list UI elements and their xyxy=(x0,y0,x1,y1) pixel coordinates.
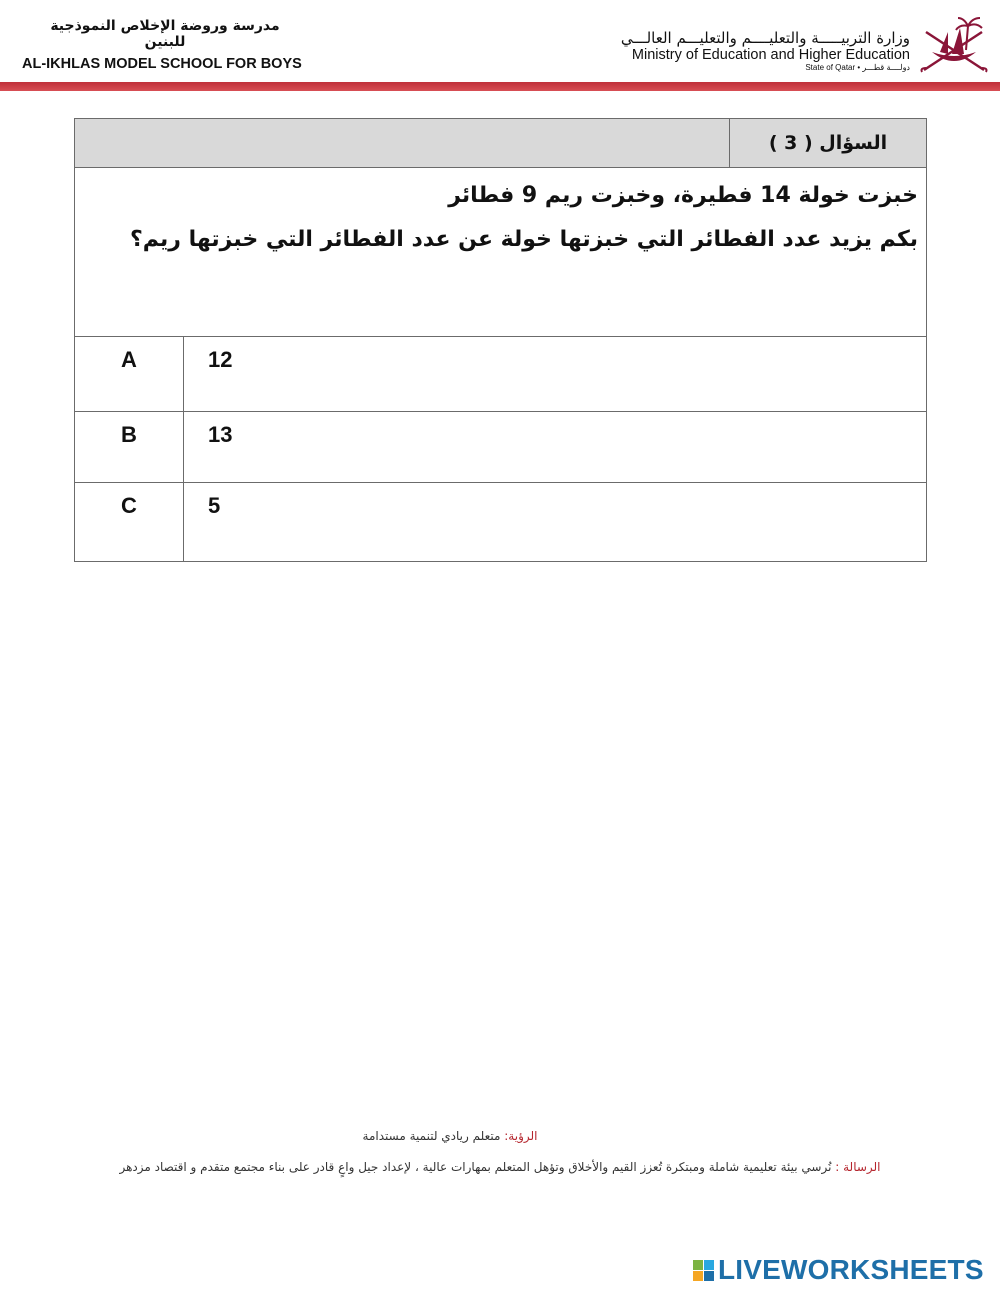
option-value[interactable]: 5 xyxy=(184,483,927,562)
mission-label: الرسالة : xyxy=(835,1160,881,1174)
header-blank-cell xyxy=(75,119,730,168)
option-letter: C xyxy=(75,483,184,562)
qatar-emblem-icon xyxy=(918,12,990,76)
brand-name: LIVEWORKSHEETS xyxy=(718,1254,984,1285)
state-label: State of Qatar • دولــــة قطـــر xyxy=(805,63,910,72)
option-value[interactable]: 12 xyxy=(184,337,927,412)
option-row-b[interactable] xyxy=(75,412,927,483)
mission-text: نُرسي بيئة تعليمية شاملة ومبتكرة تُعزز القيم والأخلاق وتؤهل المتعلم بمهارات عالية ، لإعداد جيل واعٍ قادر على بناء مجتمع متقدم و اقتصاد مزدهر xyxy=(119,1160,836,1174)
option-value[interactable]: 13 xyxy=(184,412,927,483)
option-letter: A xyxy=(75,337,184,412)
question-line-1: خبزت خولة 14 فطيرة، وخبزت ريم 9 فطائر xyxy=(448,183,918,208)
question-line-2: بكم يزيد عدد الفطائر التي خبزتها خولة عن عدد الفطائر التي خبزتها ريم؟ xyxy=(130,227,918,252)
question-table xyxy=(74,118,927,562)
option-row-c[interactable] xyxy=(75,483,927,562)
vision-label: الرؤية: xyxy=(504,1129,538,1143)
school-name-english: AL-IKHLAS MODEL SCHOOL FOR BOYS xyxy=(22,56,302,72)
mission-statement xyxy=(100,1160,900,1174)
school-name-arabic: مدرسة وروضة الإخلاص النموذجية للبنين xyxy=(50,18,280,50)
vision-statement xyxy=(300,1129,600,1143)
liveworksheets-logo-icon xyxy=(693,1260,714,1281)
ministry-header xyxy=(585,30,910,73)
vision-text: متعلم ريادي لتنمية مستدامة xyxy=(362,1129,505,1143)
question-text xyxy=(75,168,927,337)
question-number: السؤال ( 3 ) xyxy=(730,119,927,168)
option-row-a[interactable] xyxy=(75,337,927,412)
header-divider xyxy=(0,82,1000,91)
liveworksheets-brand[interactable] xyxy=(693,1253,984,1287)
ministry-name-arabic: وزارة التربيـــــة والتعليــــم والتعليـــم العالـــي xyxy=(620,29,910,47)
option-letter: B xyxy=(75,412,184,483)
ministry-name-english: Ministry of Education and Higher Education xyxy=(631,47,910,63)
